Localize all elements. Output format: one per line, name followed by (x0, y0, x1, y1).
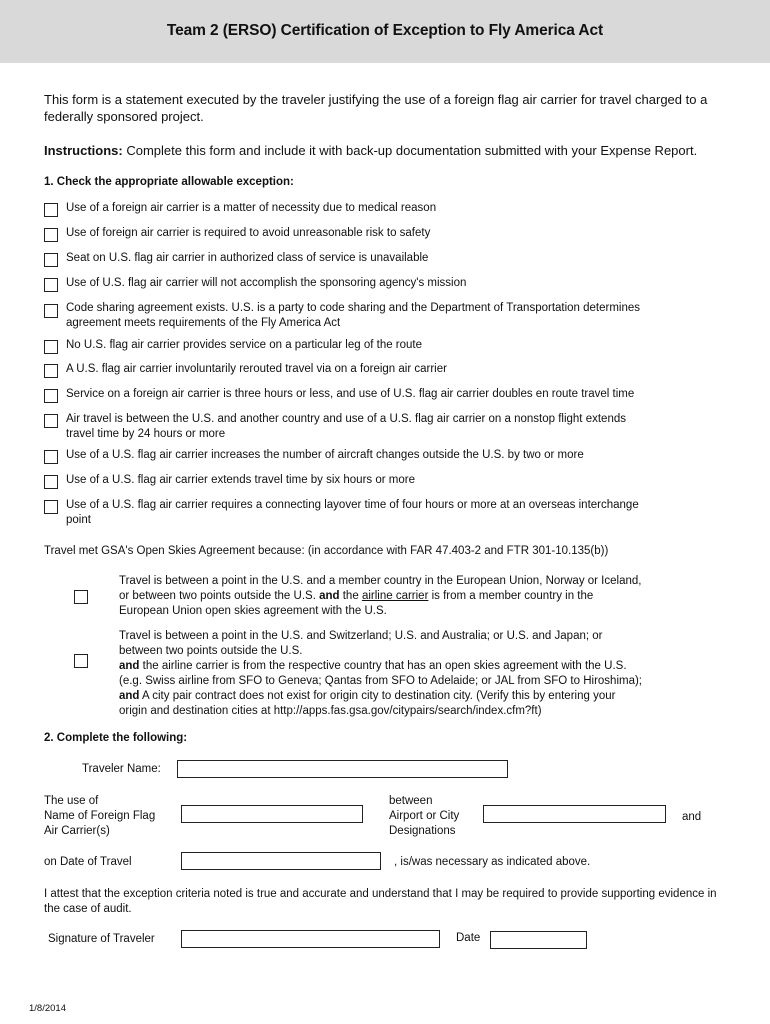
exception-checkbox-aircraft-changes[interactable] (44, 450, 58, 464)
signature-input[interactable] (181, 930, 440, 948)
traveler-name-label: Traveler Name: (82, 763, 161, 775)
exception-option: Use of a U.S. flag air carrier extends travel time by six hours or more (66, 474, 415, 486)
necessary-text: , is/was necessary as indicated above. (394, 856, 591, 868)
exception-option: Code sharing agreement exists. U.S. is a party to code sharing and the Department of Transportation determines agreement meets requirements of the Fly America Act (66, 302, 641, 329)
attestation-text: I attest that the exception criteria noted is true and accurate and understand that I may be required to provide supporting evidence in the case of audit. (44, 888, 717, 915)
exception-checkbox-seat[interactable] (44, 253, 58, 267)
between-label: between Airport or City Designations (389, 795, 460, 837)
open-skies-checkbox-eu[interactable] (74, 590, 88, 604)
exception-option: Use of a U.S. flag air carrier requires a connecting layover time of four hours or more at an overseas interchange point (66, 499, 639, 526)
and-label: and (682, 811, 702, 823)
footer-date: 1/8/2014 (29, 1003, 66, 1014)
date-of-travel-label: on Date of Travel (44, 856, 132, 868)
exception-checkbox-24-hours[interactable] (44, 414, 58, 428)
exception-checkbox-mission[interactable] (44, 278, 58, 292)
exception-checkbox-six-hours[interactable] (44, 475, 58, 489)
section1-heading: 1. Check the appropriate allowable exception: (44, 176, 294, 188)
use-of-label: The use of Name of Foreign Flag Air Carrier(s) (44, 795, 156, 837)
exception-option: Use of a U.S. flag air carrier increases the number of aircraft changes outside the U.S. by two or more (66, 449, 584, 461)
exception-checkbox-no-service[interactable] (44, 340, 58, 354)
open-skies-option-eu: Travel is between a point in the U.S. and a member country in the European Union, Norway or Iceland, or between two points outside the U.S. and the airline carrier is from a member country in the European Union open skies agreement with the U.S. (119, 575, 642, 617)
open-skies-option-other: Travel is between a point in the U.S. and Switzerland; U.S. and Australia; or U.S. and Japan; or between two points outside the U.S. and the airline carrier is from the respective country that has an open skies agreement with the U.S. (e.g. Swiss airline from SFO to Geneva; Qantas from SFO to Adelaide; or JAL from SFO to Hiroshima); and A city pair contract does not exist for origin city to destination city. (Verify this by entering your origin and destination cities at http://apps.fas.gsa.gov/citypairs/search/index.cfm?ft) (119, 630, 643, 717)
open-skies-intro: Travel met GSA's Open Skies Agreement because: (in accordance with FAR 47.403-2 and FTR 301-10.135(b)) (44, 545, 609, 557)
exception-option: No U.S. flag air carrier provides service on a particular leg of the route (66, 339, 423, 351)
exception-checkbox-rerouted[interactable] (44, 364, 58, 378)
city-designations-input[interactable] (483, 805, 666, 823)
exception-option: Use of U.S. flag air carrier will not accomplish the sponsoring agency's mission (66, 277, 467, 289)
signature-date-label: Date (456, 932, 481, 944)
instructions (44, 143, 734, 158)
signature-label: Signature of Traveler (48, 933, 155, 945)
header-banner (0, 0, 770, 63)
exception-option: A U.S. flag air carrier involuntarily rerouted travel via on a foreign air carrier (66, 363, 447, 375)
exception-option: Use of foreign air carrier is required to avoid unreasonable risk to safety (66, 227, 431, 239)
exception-option: Air travel is between the U.S. and another country and use of a U.S. flag air carrier on a nonstop flight extends travel time by 24 hours or more (66, 413, 626, 440)
foreign-carrier-input[interactable] (181, 805, 363, 823)
section2-heading: 2. Complete the following: (44, 732, 188, 744)
traveler-name-input[interactable] (177, 760, 508, 778)
exception-option: Use of a foreign air carrier is a matter of necessity due to medical reason (66, 202, 437, 214)
intro-text: This form is a statement executed by the traveler justifying the use of a foreign flag air carrier for travel charged to a federally sponsored project. (44, 92, 708, 124)
instructions-text: Complete this form and include it with back-up documentation submitted with your Expense Report. (122, 143, 698, 158)
signature-date-input[interactable] (490, 931, 587, 949)
exception-option: Seat on U.S. flag air carrier in authorized class of service is unavailable (66, 252, 429, 264)
instructions-label: Instructions: (44, 143, 123, 158)
open-skies-checkbox-other[interactable] (74, 654, 88, 668)
exception-checkbox-three-hours[interactable] (44, 389, 58, 403)
exception-checkbox-code-sharing[interactable] (44, 304, 58, 318)
exception-checkbox-layover[interactable] (44, 500, 58, 514)
form-title: Team 2 (ERSO) Certification of Exception to Fly America Act (166, 22, 604, 39)
date-of-travel-input[interactable] (181, 852, 381, 870)
exception-option: Service on a foreign air carrier is three hours or less, and use of U.S. flag air carrier doubles en route travel time (66, 388, 635, 400)
exception-checkbox-safety[interactable] (44, 228, 58, 242)
exception-checkbox-medical[interactable] (44, 203, 58, 217)
